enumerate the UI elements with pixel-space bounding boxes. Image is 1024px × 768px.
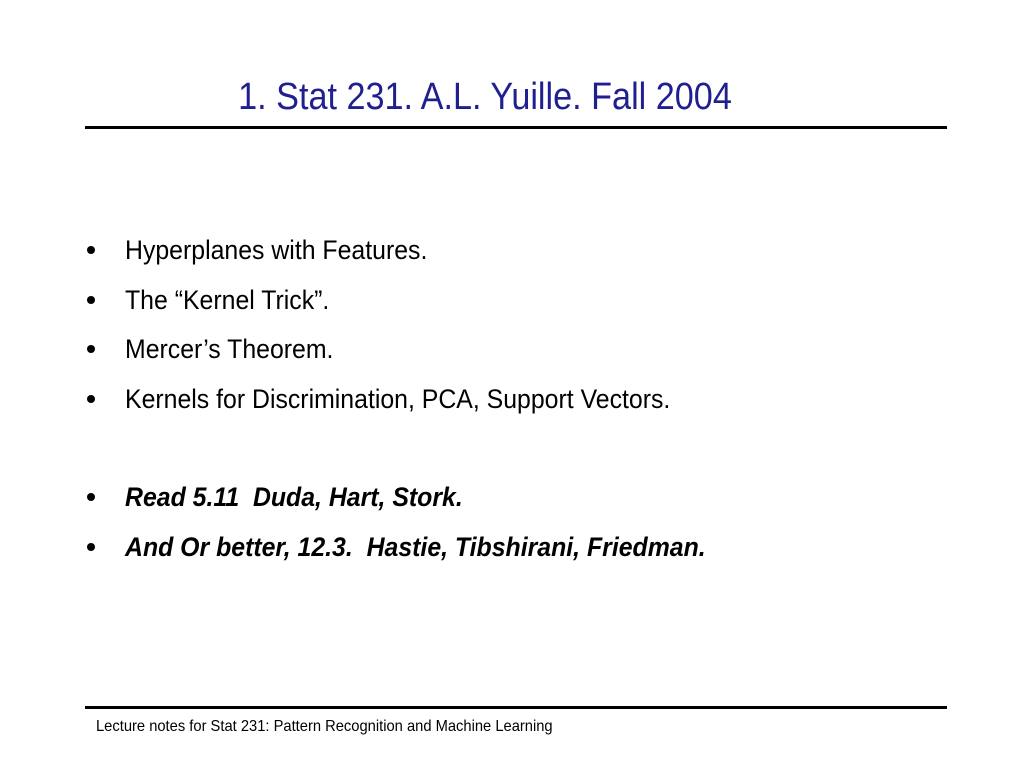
bullet-dot-icon [87, 543, 95, 551]
footer-divider [85, 706, 947, 709]
slide-title: 1. Stat 231. A.L. Yuille. Fall 2004 [238, 76, 732, 118]
title-divider [85, 126, 947, 129]
footer-text: Lecture notes for Stat 231: Pattern Recognition and Machine Learning [96, 718, 553, 735]
bullet-dot-icon [87, 395, 95, 403]
bullet-dot-icon [87, 296, 95, 304]
bullet-text: Kernels for Discrimination, PCA, Support Vectors. [125, 383, 671, 414]
bullet-text: And Or better, 12.3. Hastie, Tibshirani, Friedman. [125, 531, 706, 562]
bullet-text: Read 5.11 Duda, Hart, Stork. [125, 482, 463, 512]
bullet-text: The “Kernel Trick”. [125, 284, 330, 315]
bullet-dot-icon [87, 493, 95, 501]
bullet-dot-icon [87, 345, 95, 353]
bullet-text: Hyperplanes with Features. [125, 235, 428, 265]
bullet-dot-icon [87, 246, 95, 254]
bullet-text: Mercer’s Theorem. [125, 334, 334, 364]
